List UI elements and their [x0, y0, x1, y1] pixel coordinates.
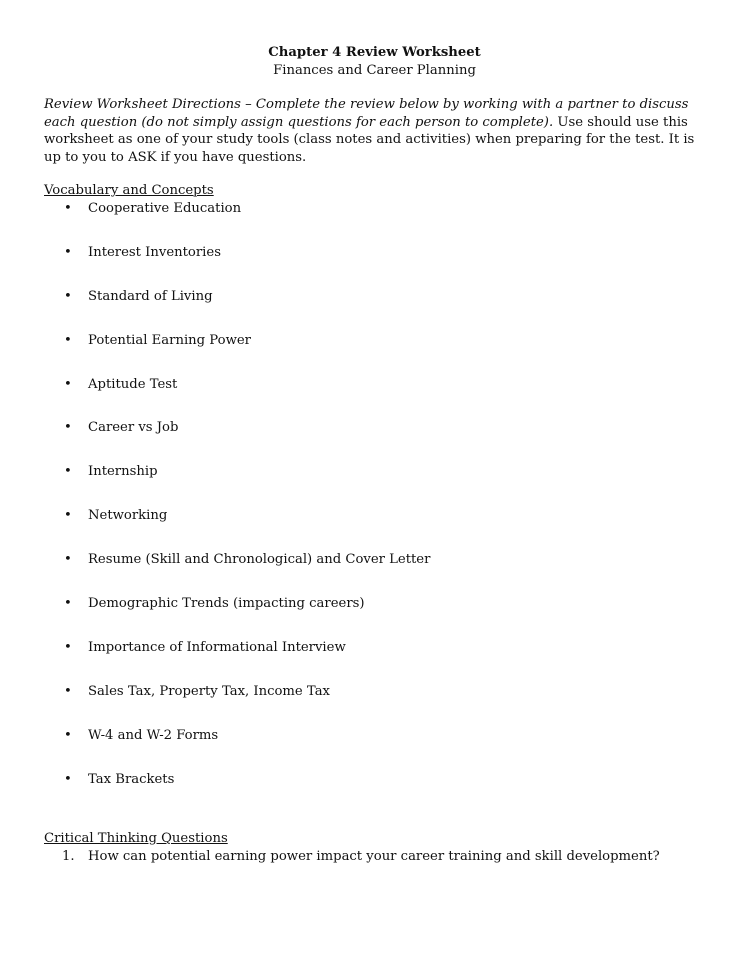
- critical-thinking-heading: Critical Thinking Questions: [44, 831, 228, 846]
- title-block: [0, 44, 749, 80]
- vocabulary-term: Networking: [88, 508, 168, 524]
- vocabulary-term: Cooperative Education: [88, 201, 242, 216]
- bullet-icon: •: [64, 639, 72, 655]
- bullet-icon: •: [64, 288, 72, 304]
- directions-plain-text: Use should use this worksheet as one of your study tools (class notes and activities) when preparing for the test. It is up to you to ASK if you have questions.: [44, 114, 695, 165]
- vocabulary-term: Interest Inventories: [88, 244, 221, 260]
- vocabulary-term: Internship: [88, 464, 158, 480]
- vocabulary-term: Career vs Job: [88, 420, 179, 436]
- bullet-icon: •: [64, 464, 72, 480]
- worksheet-subtitle: Finances and Career Planning: [273, 63, 476, 78]
- bullet-icon: •: [64, 376, 72, 392]
- bullet-icon: •: [64, 244, 72, 260]
- vocabulary-term: Resume (Skill and Chronological) and Cover Letter: [88, 552, 431, 568]
- vocabulary-heading: Vocabulary and Concepts: [44, 183, 214, 198]
- bullet-icon: •: [64, 332, 72, 348]
- bullet-icon: •: [64, 596, 72, 612]
- bullet-icon: •: [64, 420, 72, 436]
- bullet-icon: •: [64, 201, 72, 216]
- bullet-icon: •: [64, 508, 72, 524]
- worksheet-title: Chapter 4 Review Worksheet: [268, 45, 481, 60]
- vocabulary-term: Aptitude Test: [88, 376, 178, 392]
- question-number: 1.: [62, 849, 75, 864]
- bullet-icon: •: [64, 727, 72, 743]
- vocabulary-term: Demographic Trends (impacting careers): [88, 596, 365, 612]
- directions-italic-text: Review Worksheet Directions – Complete the review below by working with a partner to discuss each question (do not simply assign questions for each person to complete).: [44, 97, 689, 130]
- bullet-icon: •: [64, 771, 72, 787]
- vocabulary-term: Potential Earning Power: [88, 332, 251, 348]
- bullet-icon: •: [64, 683, 72, 699]
- bullet-icon: •: [64, 552, 72, 568]
- vocabulary-term: Sales Tax, Property Tax, Income Tax: [88, 683, 330, 699]
- vocabulary-term: Standard of Living: [88, 288, 213, 304]
- vocabulary-term: Importance of Informational Interview: [88, 639, 346, 655]
- vocabulary-term: Tax Brackets: [88, 771, 175, 787]
- vocabulary-term: W-4 and W-2 Forms: [88, 727, 219, 743]
- question-text: How can potential earning power impact your career training and skill development?: [88, 849, 660, 864]
- directions-paragraph: [44, 96, 704, 166]
